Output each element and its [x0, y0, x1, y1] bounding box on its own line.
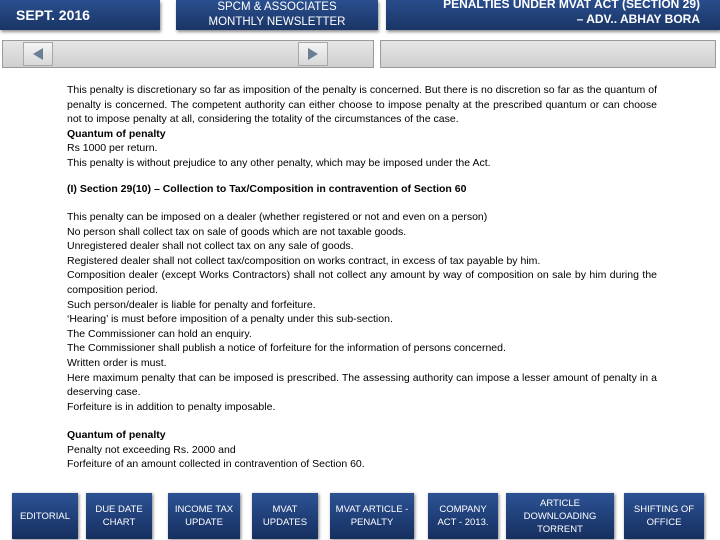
page-title — [386, 0, 720, 30]
section-heading: (I) Section 29(10) – Collection to Tax/Composition in contravention of Section 60 — [67, 183, 467, 195]
body-line: The Commissioner shall publish a notice of forfeiture for the information of persons concerned. — [67, 342, 506, 355]
body-line: The Commissioner can hold an enquiry. — [67, 327, 252, 340]
nav-mvat-article-penalty-button[interactable] — [330, 493, 414, 539]
nav-button-label: COMPANY ACT - 2013. — [437, 504, 489, 528]
nav-button-label: EDITORIAL — [20, 510, 70, 522]
arrow-right-icon — [306, 47, 320, 61]
nav-company-act-button[interactable] — [428, 493, 498, 539]
body-line: Such person/dealer is liable for penalty and forfeiture. — [67, 298, 316, 311]
body-line: ‘Hearing’ is must before imposition of a penalty under this sub-section. — [67, 313, 393, 326]
penalty-limit-line: Penalty not exceeding Rs. 2000 and — [67, 443, 236, 456]
next-slide-button[interactable] — [298, 42, 328, 66]
nav-button-label: ARTICLE DOWNLOADING TORRENT — [523, 497, 597, 535]
date-label: SEPT. 2016 — [16, 7, 90, 23]
body-line: Here maximum penalty that can be imposed is prescribed. The assessing authority can impose a lesser amount of penalty in a deserving case. — [67, 371, 657, 399]
nav-due-date-chart-button[interactable] — [86, 493, 152, 539]
nav-button-label: SHIFTING OF OFFICE — [633, 504, 695, 528]
navigation-bar-right — [380, 40, 716, 68]
arrow-left-icon — [31, 47, 45, 61]
nav-button-label: INCOME TAX UPDATE — [174, 504, 234, 528]
body-line: Forfeiture is in addition to penalty imposable. — [67, 400, 276, 413]
nav-article-downloading-torrent-button[interactable] — [506, 493, 614, 539]
penalty-amount-line: Rs 1000 per return. — [67, 142, 158, 155]
body-line: No person shall collect tax on sale of goods which are not taxable goods. — [67, 225, 407, 238]
intro-section — [67, 83, 657, 171]
quantum-section — [67, 428, 657, 472]
section-29-10-body — [67, 210, 657, 414]
firm-name: SPCM & ASSOCIATES — [217, 1, 337, 13]
nav-button-label: DUE DATE CHART — [95, 504, 143, 528]
nav-mvat-updates-button[interactable] — [252, 493, 318, 539]
newsletter-date — [0, 0, 160, 30]
discretion-paragraph: This penalty is discretionary so far as imposition of the penalty is concerned. But there is no discretion so far as the quantum of penalty is concerned. The competent authority can either choose to impose penalty at the prescribed quantum or can choose not to impose penalty at all, considering the totality of the circumstances of the case. — [67, 84, 657, 126]
navigation-bar-left — [2, 40, 374, 68]
nav-editorial-button[interactable] — [12, 493, 78, 539]
quantum-heading: Quantum of penalty — [67, 127, 166, 140]
body-line: Composition dealer (except Works Contractors) shall not collect any amount by way of composition on sale by him during the composition period. — [67, 269, 657, 296]
nav-button-label: MVAT ARTICLE - PENALTY — [335, 504, 409, 528]
body-line: Registered dealer shall not collect tax/composition on works contract, in excess of tax payable by him. — [67, 254, 541, 267]
nav-button-label: MVAT UPDATES — [262, 504, 308, 528]
newsletter-name: MONTHLY NEWSLETTER — [208, 16, 346, 28]
body-line: This penalty can be imposed on a dealer (whether registered or not and even on a person) — [67, 211, 488, 223]
nav-shifting-of-office-button[interactable] — [624, 493, 704, 539]
body-line: Written order is must. — [67, 356, 167, 369]
forfeiture-line: Forfeiture of an amount collected in contravention of Section 60. — [67, 458, 365, 471]
page-title-author: – ADV.. ABHAY BORA — [576, 12, 700, 26]
page-title-line1: PENALTIES UNDER MVAT ACT (SECTION 29) — [443, 0, 700, 11]
body-line: Unregistered dealer shall not collect tax on any sale of goods. — [67, 240, 354, 253]
nav-income-tax-update-button[interactable] — [168, 493, 240, 539]
prejudice-line: This penalty is without prejudice to any other penalty, which may be imposed under the Act. — [67, 156, 491, 169]
firm-banner — [176, 0, 378, 30]
prev-slide-button[interactable] — [23, 42, 53, 66]
quantum-heading: Quantum of penalty — [67, 429, 166, 441]
